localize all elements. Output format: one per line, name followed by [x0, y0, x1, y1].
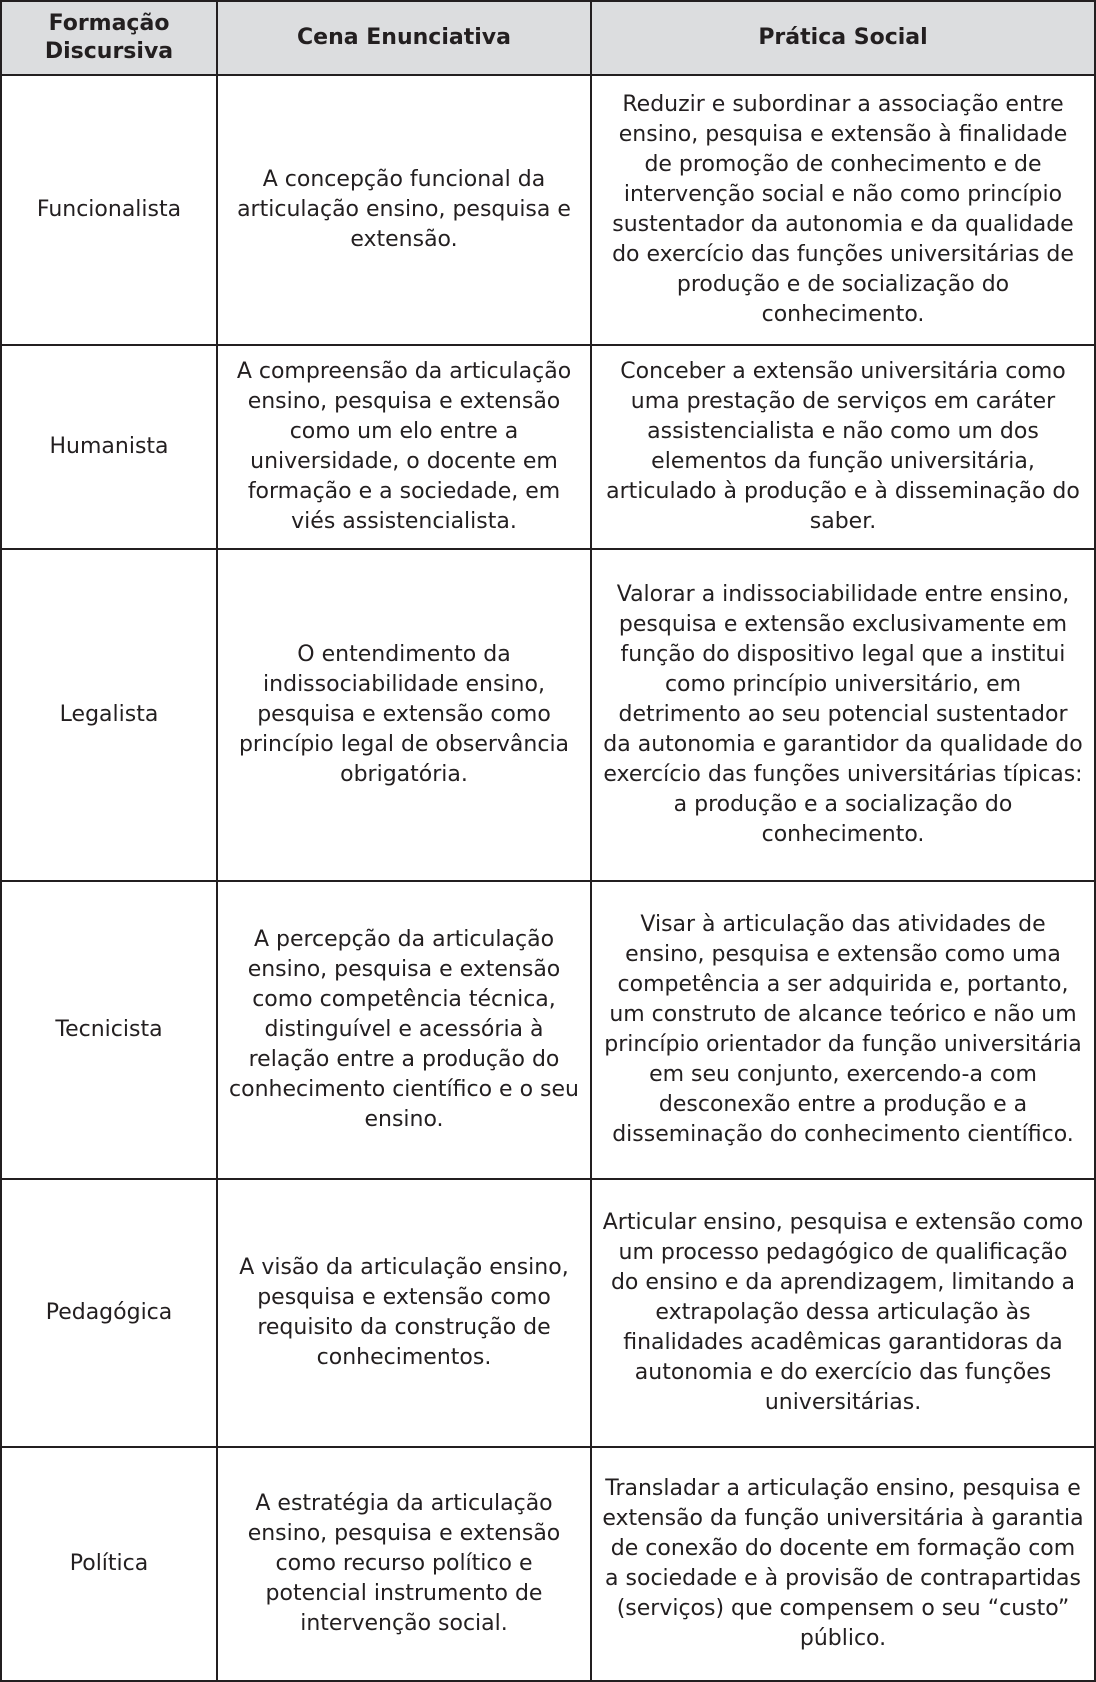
header-formacao-discursiva: Formação Discursiva	[1, 1, 217, 75]
pratica-cell: Articular ensino, pesquisa e extensão como um processo pedagógico de qualificação do ensino e da aprendizagem, limitando a extrapolação dessa articulação às finalidades acadêmicas garantidoras da autonomia e do exercício das funções universitárias.	[591, 1179, 1095, 1447]
table-row	[1, 1179, 1095, 1447]
table-row	[1, 75, 1095, 345]
formacao-cell: Política	[1, 1447, 217, 1681]
cena-cell: A compreensão da articulação ensino, pesquisa e extensão como um elo entre a universidade, o docente em formação e a sociedade, em viés assistencialista.	[217, 345, 591, 549]
formacao-cell: Humanista	[1, 345, 217, 549]
pratica-cell: Conceber a extensão universitária como uma prestação de serviços em caráter assistencialista e não como um dos elementos da função universitária, articulado à produção e à disseminação do saber.	[591, 345, 1095, 549]
cena-cell: A estratégia da articulação ensino, pesquisa e extensão como recurso político e potencial instrumento de intervenção social.	[217, 1447, 591, 1681]
pratica-cell: Visar à articulação das atividades de ensino, pesquisa e extensão como uma competência a ser adquirida e, portanto, um construto de alcance teórico e não um princípio orientador da função universitária em seu conjunto, exercendo-a com desconexão entre a produção e a disseminação do conhecimento científico.	[591, 881, 1095, 1179]
cena-cell: A visão da articulação ensino, pesquisa e extensão como requisito da construção de conhecimentos.	[217, 1179, 591, 1447]
pratica-cell: Valorar a indissociabilidade entre ensino, pesquisa e extensão exclusivamente em função do dispositivo legal que a institui como princípio universitário, em detrimento ao seu potencial sustentador da autonomia e garantidor da qualidade do exercício das funções universitárias típicas: a produção e a socialização do conhecimento.	[591, 549, 1095, 881]
table-row	[1, 881, 1095, 1179]
formacao-cell: Pedagógica	[1, 1179, 217, 1447]
header-pratica-social: Prática Social	[591, 1, 1095, 75]
table-row	[1, 345, 1095, 549]
table-row	[1, 1447, 1095, 1681]
formacao-cell: Tecnicista	[1, 881, 217, 1179]
cena-cell: A concepção funcional da articulação ensino, pesquisa e extensão.	[217, 75, 591, 345]
header-cena-enunciativa: Cena Enunciativa	[217, 1, 591, 75]
cena-cell: O entendimento da indissociabilidade ensino, pesquisa e extensão como princípio legal de observância obrigatória.	[217, 549, 591, 881]
table-header-row	[1, 1, 1095, 75]
cena-cell: A percepção da articulação ensino, pesquisa e extensão como competência técnica, distinguível e acessória à relação entre a produção do conhecimento científico e o seu ensino.	[217, 881, 591, 1179]
pratica-cell: Transladar a articulação ensino, pesquisa e extensão da função universitária à garantia de conexão do docente em formação com a sociedade e à provisão de contrapartidas (serviços) que compensem o seu “custo” público.	[591, 1447, 1095, 1681]
formacao-cell: Legalista	[1, 549, 217, 881]
pratica-cell: Reduzir e subordinar a associação entre ensino, pesquisa e extensão à finalidade de promoção de conhecimento e de intervenção social e não como princípio sustentador da autonomia e da qualidade do exercício das funções universitárias de produção e de socialização do conhecimento.	[591, 75, 1095, 345]
table-row	[1, 549, 1095, 881]
formacao-cell: Funcionalista	[1, 75, 217, 345]
